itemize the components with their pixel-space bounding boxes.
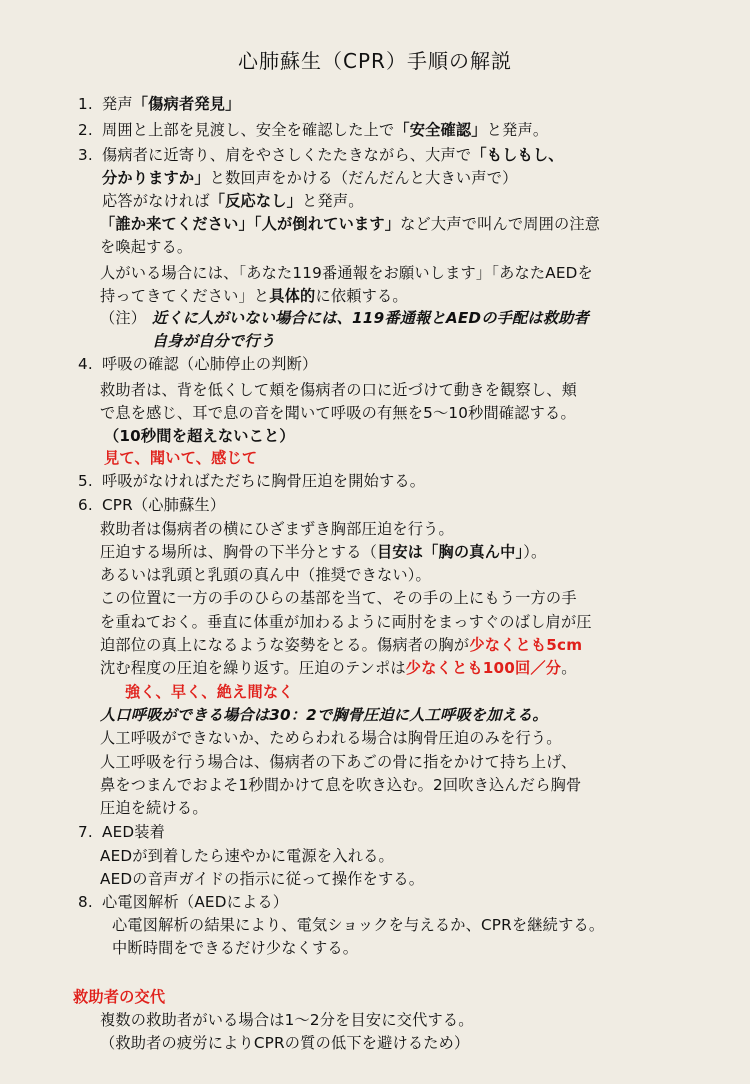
step-8-line-1: 心電図解析の結果により、電気ショックを与えるか、CPRを継続する。 [112, 916, 605, 934]
step-6-line-10: 人工呼吸ができないか、ためらわれる場合は胸骨圧迫のみを行う。 [100, 729, 562, 747]
step-6-heading: 6. CPR（心肺蘇生） [78, 496, 226, 514]
step-number: 4. [78, 355, 93, 373]
step-6-line-4: この位置に一方の手のひらの基部を当て、その手の上にもう一方の手 [100, 589, 577, 607]
rescuer-change-line-1: 複数の救助者がいる場合は1～2分を目安に交代する。 [100, 1011, 474, 1029]
step-6-line-2: 圧迫する場所は、胸骨の下半分とする（目安は「胸の真ん中」）。 [100, 543, 547, 561]
rescuer-change-line-2: （救助者の疲労によりCPRの質の低下を避けるため） [100, 1034, 470, 1052]
step-4-line-3: （10秒間を超えないこと） [104, 427, 295, 445]
step-3-line-1: 3. 傷病者に近寄り、肩をやさしくたたきながら、大声で「もしもし、 [78, 146, 564, 164]
step-4-emphasis: 見て、聞いて、感じて [104, 449, 258, 467]
step-4-line-2: で息を感じ、耳で息の音を聞いて呼吸の有無を5～10秒間確認する。 [100, 404, 576, 422]
note-line-1: 近くに人がいない場合には、119番通報とAEDの手配は救助者 [152, 309, 589, 327]
step-6-line-6: 迫部位の真上になるような姿勢をとる。傷病者の胸が少なくとも5cm [100, 636, 583, 654]
step-6-line-5: を重ねておく。垂直に体重が加わるように両肘をまっすぐのばし肩が圧 [100, 613, 592, 631]
note-line-2: 自身が自分で行う [152, 332, 276, 350]
step-6-line-9: 人口呼吸ができる場合は30：2で胸骨圧迫に人工呼吸を加える。 [100, 706, 548, 724]
step-7-line-1: AEDが到着したら速やかに電源を入れる。 [100, 847, 394, 865]
step-5: 5. 呼吸がなければただちに胸骨圧迫を開始する。 [78, 472, 426, 490]
step-3-line-4: 「誰か来てください」「人が倒れています」など大声で叫んで周囲の注意 [100, 215, 601, 233]
step-number: 2. [78, 121, 93, 139]
step-3-line-6: 人がいる場合には、「あなた119番通報をお願いします」「あなたAEDを [100, 264, 593, 282]
step-8-heading: 8. 心電図解析（AEDによる） [78, 893, 289, 911]
step-number: 1. [78, 95, 93, 113]
step-3-line-5: を喚起する。 [100, 238, 193, 256]
step-4-heading: 4. 呼吸の確認（心肺停止の判断） [78, 355, 318, 373]
step-3-line-2: 分かりますか」と数回声をかける（だんだんと大きい声で） [102, 169, 518, 187]
step-number: 5. [78, 472, 93, 490]
step-6-line-11: 人工呼吸を行う場合は、傷病者の下あごの骨に指をかけて持ち上げ、 [100, 753, 577, 771]
page-title: 心肺蘇生（CPR）手順の解説 [238, 49, 512, 73]
step-number: 6. [78, 496, 93, 514]
step-6-emphasis: 強く、早く、絶え間なく [125, 683, 294, 701]
step-6-line-3: あるいは乳頭と乳頭の真ん中（推奨できない）。 [100, 566, 431, 584]
step-number: 3. [78, 146, 93, 164]
step-6-line-13: 圧迫を続ける。 [100, 799, 208, 817]
step-6-line-1: 救助者は傷病者の横にひざまずき胸部圧迫を行う。 [100, 520, 454, 538]
note-label: （注） [100, 309, 147, 327]
step-6-line-12: 鼻をつまんでおよそ1秒間かけて息を吹き込む。2回吹き込んだら胸骨 [100, 776, 582, 794]
rescuer-change-heading: 救助者の交代 [73, 988, 166, 1006]
step-7-line-2: AEDの音声ガイドの指示に従って操作をする。 [100, 870, 425, 888]
step-4-line-1: 救助者は、背を低くして頬を傷病者の口に近づけて動きを観察し、頬 [100, 381, 578, 399]
step-7-heading: 7. AED装着 [78, 823, 166, 841]
step-2: 2. 周囲と上部を見渡し、安全を確認した上で「安全確認」と発声。 [78, 121, 549, 139]
step-6-line-7: 沈む程度の圧迫を繰り返す。圧迫のテンポは少なくとも100回／分。 [100, 659, 577, 677]
step-number: 7. [78, 823, 93, 841]
step-3-line-7: 持ってきてください」と具体的に依頼する。 [100, 287, 408, 305]
step-8-line-2: 中断時間をできるだけ少なくする。 [112, 939, 359, 957]
step-number: 8. [78, 893, 93, 911]
step-1: 1. 発声「傷病者発見」 [78, 95, 241, 113]
step-3-line-3: 応答がなければ「反応なし」と発声。 [102, 192, 364, 210]
